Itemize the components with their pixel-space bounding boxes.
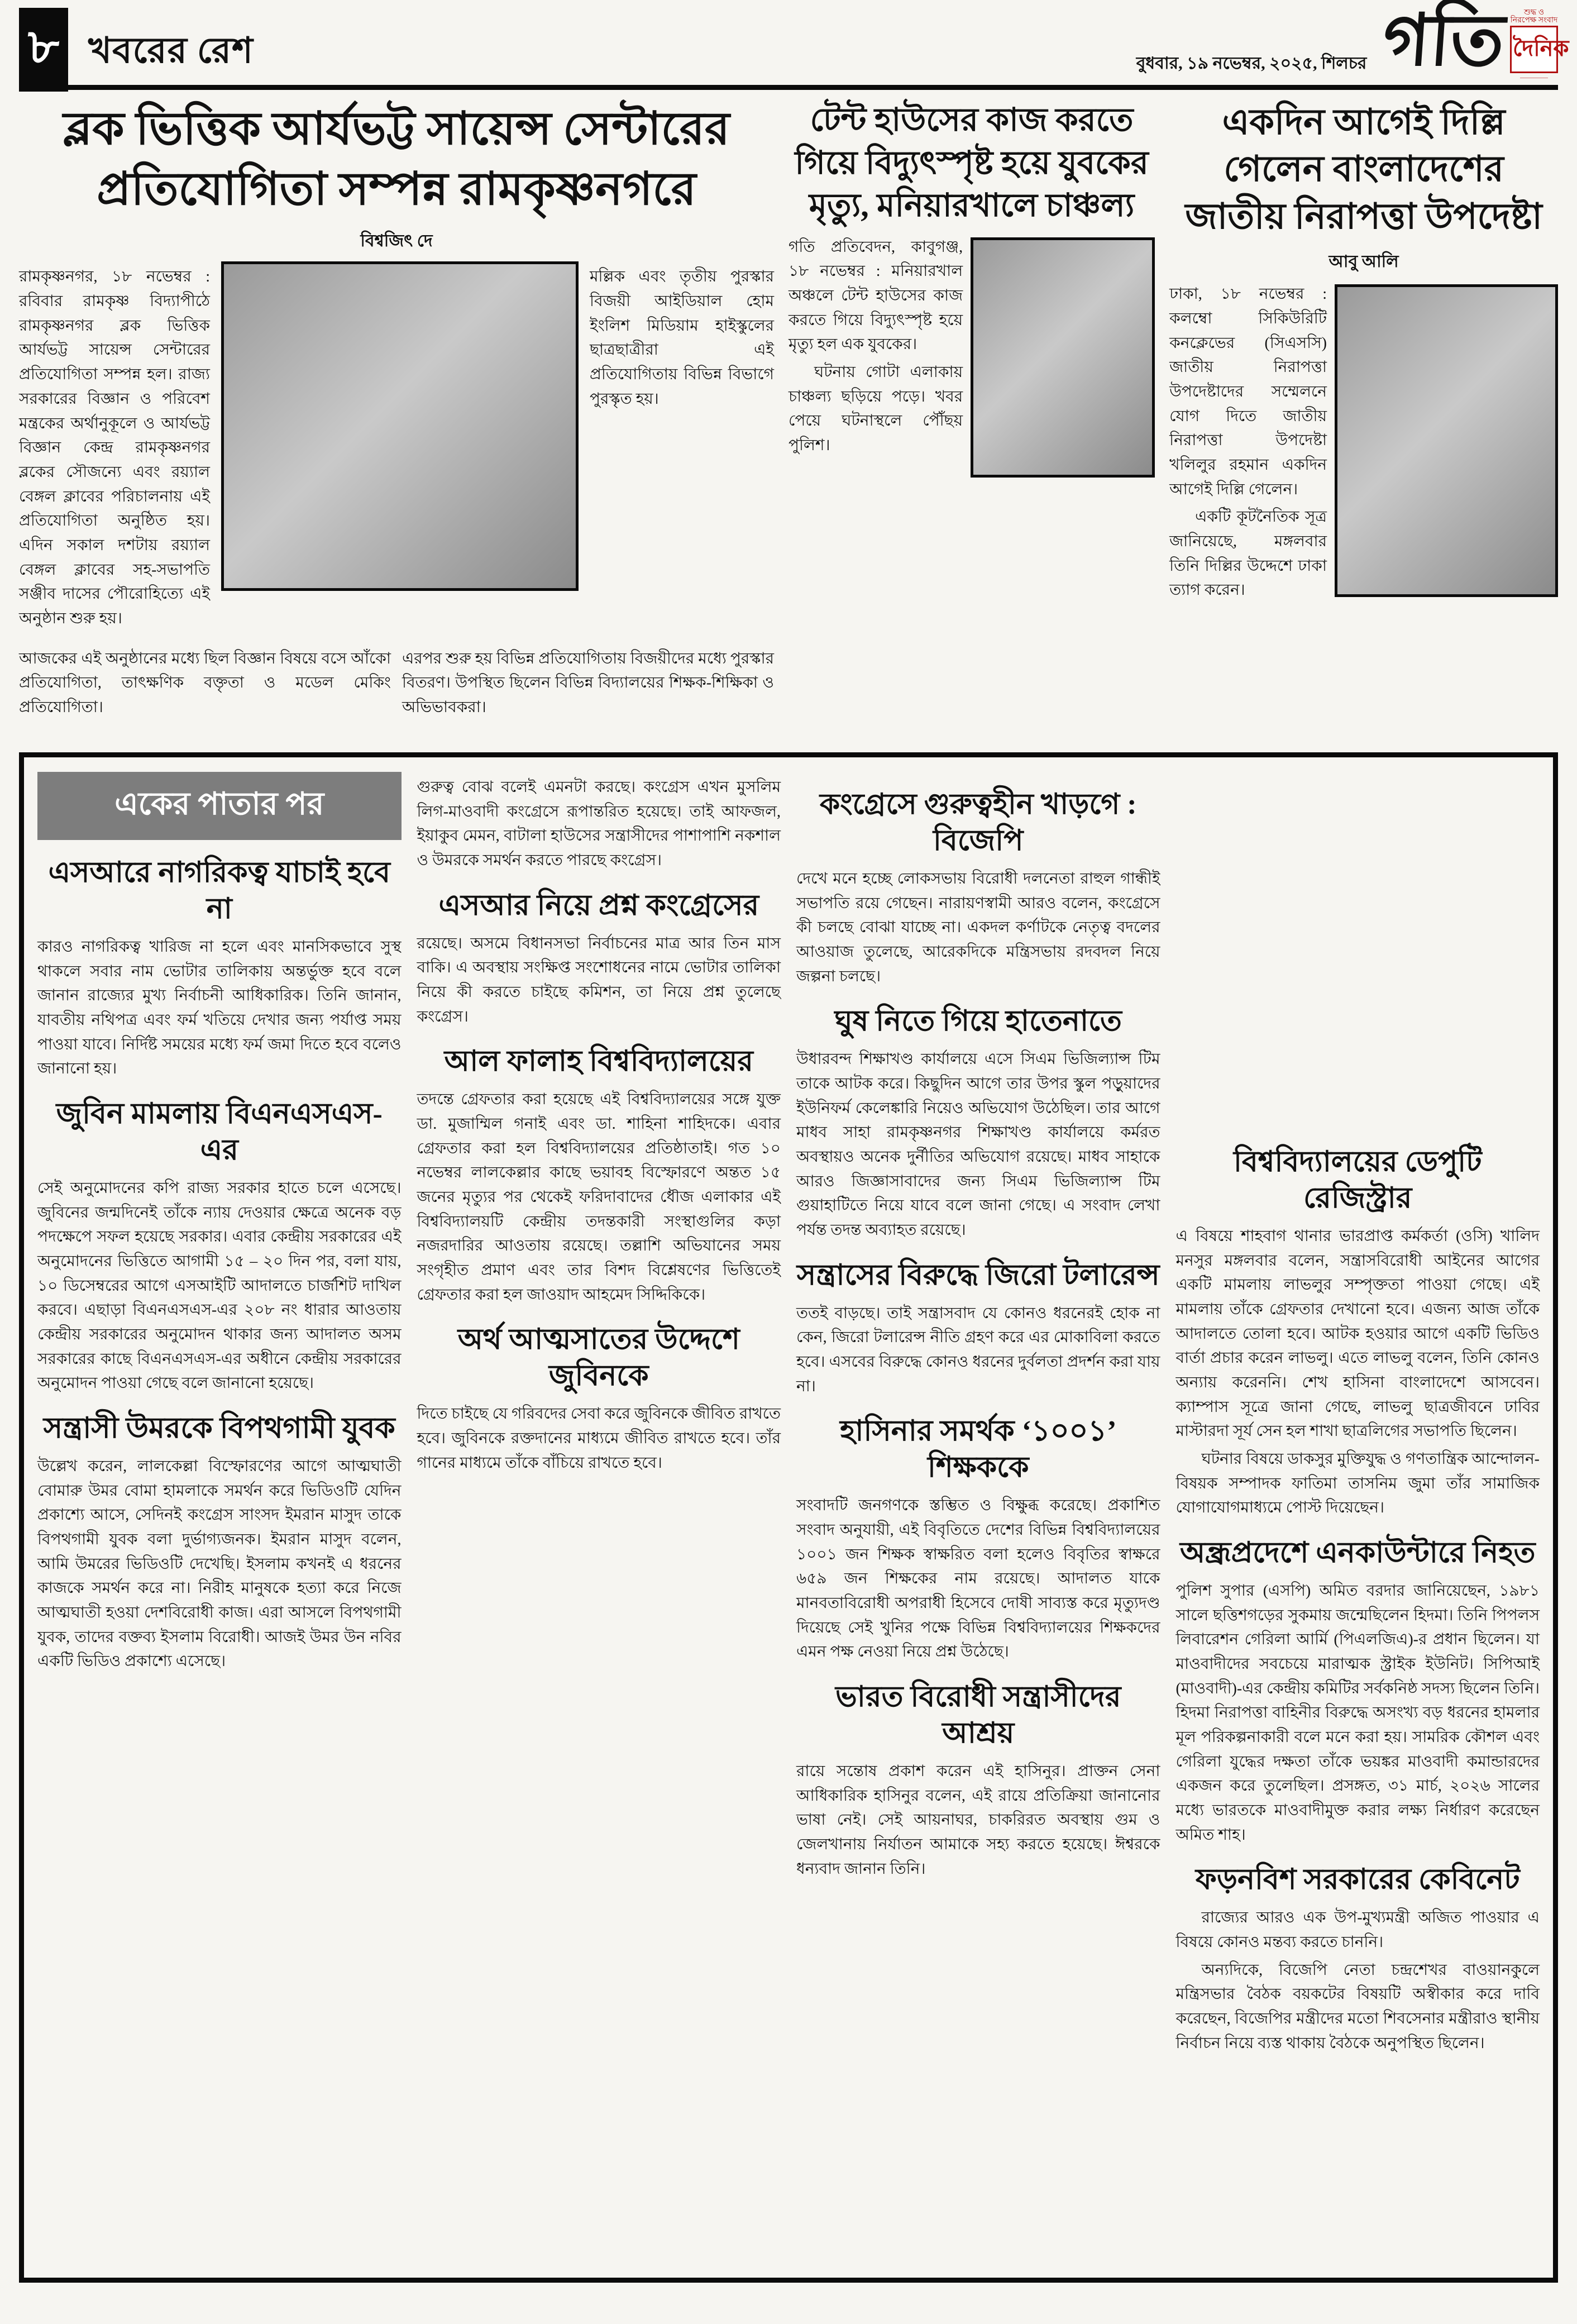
article-paragraph: সেই অনুমোদনের কপি রাজ্য সরকার হাতে চলে এসেছে। জুবিনের জন্মদিনেই তাঁকে ন্যায় দেওয়ার ক্ষেত্রে অনেক বড় পদক্ষেপে সফল হয়েছে সরকার। এবার কেন্দ্রীয় সরকারের এই অনুমোদনের ভিত্তিতে আগামী ১৫ – ২০ দিন পর, বলা যায়, ১০ ডিসেম্বরের আগে এসআইটি আদালতে চার্জশিট দাখিল করবে। এছাড়া বিএনএসএস-এর ২০৮ নং ধারার আওতায় কেন্দ্রীয় সরকারের অনুমোদন থাকার জন্য আদালত অসম সরকারের কাছে বিএনএসএস-এর অধীনে কেন্দ্রীয় সরকারের অনুমোদন পাওয়া গেছে বলে জানানো হয়েছে।: [37, 1180, 402, 1392]
article-paragraph: উল্লেখ করেন, লালকেল্লা বিস্ফোরণের আগে আত্মঘাতী বোমারু উমর বোমা হামলাকে সমর্থন করে ভিডিওটি যেদিন প্রকাশ্যে আসে, সেদিনই কংগ্রেস সাংসদ ইমরান মাসুদ তাকে বিপথগামী যুবক বলা দুর্ভাগ্যজনক। ইমরান মাসুদ বলেন, আমি উমরের ভিডিওটি দেখেছি। ইসলাম কখনই এ ধরনের কাজকে সমর্থন করে না। নিরীহ মানুষকে হত্যা করে নিজে আত্মঘাতী হওয়া দেশবিরোধী কাজ। এরা আসলে বিপথগামী যুবক, তাদের বক্তব্য ইসলাম বিরোধী। আজই উমর উন নবির একটি ভিডিও প্রকাশ্যে এসেছে।: [37, 1458, 402, 1671]
article-paragraph: রামকৃষ্ণনগর, ১৮ নভেম্বর : রবিবার রামকৃষ্ণ বিদ্যাপীঠে রামকৃষ্ণনগর ব্লক ভিত্তিক আর্যভট্ট সায়েন্স সেন্টারের প্রতিযোগিতা সম্পন্ন হল। রাজ্য সরকারের বিজ্ঞান ও পরিবেশ মন্ত্রকের অর্থানুকূলে ও আর্যভট্ট বিজ্ঞান কেন্দ্র রামকৃষ্ণনগর ব্লকের সৌজন্যে এবং রয়্যাল বেঙ্গল ক্লাবের পরিচালনায় এই প্রতিযোগিতা অনুষ্ঠিত হয়। এদিন সকাল দশটায় রয়্যাল বেঙ্গল ক্লাবের সহ-সভাপতি সঞ্জীব দাসের পৌরোহিত্যে এই অনুষ্ঠান শুরু হয়।: [19, 268, 210, 627]
subhead-zero-tolerance-terror: সন্ত্রাসের বিরুদ্ধে জিরো টলারেন্স: [796, 1259, 1160, 1291]
subhead-kharge-bjp: কংগ্রেসে গুরুত্বহীন খাড়গে : বিজেপি: [819, 789, 1137, 857]
article-paragraph: আজকের এই অনুষ্ঠানের মধ্যে ছিল বিজ্ঞান বিষয়ে বসে আঁকো প্রতিযোগিতা, তাৎক্ষণিক বক্তৃতা ও মডেল মেকিং প্রতিযোগিতা।: [19, 650, 391, 716]
subhead-zubeen-embezzlement: অর্থ আত্মসাতের উদ্দেশে জুবিনকে: [457, 1324, 740, 1392]
article-paragraph: দিতে চাইছে যে গরিবদের সেবা করে জুবিনকে জীবিত রাখতে হবে। জুবিনকে রক্তদানের মাধ্যমে জীবিত রাখতে হবে। তাঁর গানের মাধ্যমে তাঁকে বাঁচিয়ে রাখতে হবে।: [417, 1405, 781, 1472]
deceased-youth-photo: [971, 237, 1155, 478]
article-paragraph: ঢাকা, ১৮ নভেম্বর : কলম্বো সিকিউরিটি কনক্লেভের (সিএসসি) জাতীয় নিরাপত্তা উপদেষ্টাদের সম্মেলনে যোগ দিতে জাতীয় নিরাপত্তা উপদেষ্টা খলিলুর রহমান একদিন আগেই দিল্লি গেলেন।: [1169, 285, 1327, 498]
newspaper-logo: [1380, 1, 1569, 82]
page-number: ৮: [28, 20, 59, 74]
article-paragraph: পুলিশ সুপার (এসপি) অমিত বরদার জানিয়েছেন, ১৯৮১ সালে ছত্তিশগড়ের সুকমায় জন্মেছিলেন হিদমা। তিনি পিপলস লিবারেশন গেরিলা আর্মি (পিএলজিএ)-র প্রধান ছিলেন। যা মাওবাদীদের সবচেয়ে মারাত্মক স্ট্রাইক ইউনিট। সিপিআই (মাওবাদী)-এর কেন্দ্রীয় কমিটির সর্বকনিষ্ঠ সদস্য ছিলেন তিনি। হিদমা নিরাপত্তা বাহিনীর বিরুদ্ধে অসংখ্য বড় ধরনের হামলার মূল পরিকল্পনাকারী বলে মনে করা হয়। সামরিক কৌশল এবং গেরিলা যুদ্ধের দক্ষতা তাঁকে ভয়ঙ্কর মাওবাদী কমান্ডারদের একজন করে তুলেছিল। প্রসঙ্গত, ৩১ মার্চ, ২০২৬ সালের মধ্যে ভারতকে মাওবাদীমুক্ত করার লক্ষ্য নির্ধারণ করেছেন অমিত শাহ।: [1175, 1582, 1540, 1844]
logo-wordmark: গতি: [1380, 1, 1508, 80]
subhead-deputy-registrar: বিশ্ববিদ্যালয়ের ডেপুটি রেজিস্ট্রার: [1233, 1146, 1482, 1214]
article-paragraph: রাজ্যের আরও এক উপ-মুখ্যমন্ত্রী অজিত পাওয়ার এ বিষয়ে কোনও মন্তব্য করতে চাননি।: [1175, 1909, 1540, 1951]
article-paragraph: ঘটনায় গোটা এলাকায় চাঞ্চল্য ছড়িয়ে পড়ে। খবর পেয়ে ঘটনাস্থলে পৌঁছয় পুলিশ।: [788, 364, 963, 455]
article-headline: ব্লক ভিত্তিক আর্যভট্ট সায়েন্স সেন্টারের প্রতিযোগিতা সম্পন্ন রামকৃষ্ণনগরে: [63, 103, 730, 215]
subhead-hasina-1001-teachers: হাসিনার সমর্থক ‘১০০১’ শিক্ষককে: [840, 1415, 1117, 1484]
prize-winners-group-photo: [221, 261, 579, 591]
logo-daily-label: দৈনিক: [1510, 26, 1558, 73]
subhead-andhra-encounter: অন্ধ্রপ্রদেশে এনকাউন্টারে নিহত: [1179, 1537, 1536, 1569]
continued-from-page-one-box: [19, 752, 1558, 2283]
article-paragraph: ঘটনার বিষয়ে ডাকসুর মুক্তিযুদ্ধ ও গণতান্ত্রিক আন্দোলন-বিষয়ক সম্পাদক ফাতিমা তাসনিম জুমা তাঁর সামাজিক যোগাযোগমাধ্যমে পোস্ট দিয়েছেন।: [1175, 1450, 1540, 1517]
article-paragraph: সংবাদটি জনগণকে স্তম্ভিত ও বিক্ষুব্ধ করেছে। প্রকাশিত সংবাদ অনুযায়ী, এই বিবৃতিতে দেশের বিভিন্ন বিশ্ববিদ্যালয়ের ১০০১ জন শিক্ষক স্বাক্ষরিত বলা হলেও বিবৃতির স্বাক্ষরে ৬৫৯ জন শিক্ষকের নাম রয়েছে। আদালত যাকে মানবতাবিরোধী অপরাধী হিসেবে দোষী সাব্যস্ত করে মৃত্যুদণ্ড দিয়েছে সেই খুনির পক্ষে বিভিন্ন বিশ্ববিদ্যালয়ের শিক্ষকদের এমন পক্ষ নেওয়া নিয়ে প্রশ্ন উঠেছে।: [796, 1497, 1160, 1661]
subhead-anti-india-terrorists-shelter: ভারত বিরোধী সন্ত্রাসীদের আশ্রয়: [835, 1681, 1121, 1750]
top-articles: [19, 96, 1558, 738]
article-paragraph: এরপর শুরু হয় বিভিন্ন প্রতিযোগিতায় বিজয়ীদের মধ্যে পুরস্কার বিতরণ। উপস্থিত ছিলেন বিভিন্ন বিদ্যালয়ের শিক্ষক-শিক্ষিকা ও অভিভাবকরা।: [402, 650, 774, 716]
article-paragraph: কারও নাগরিকত্ব খারিজ না হলে এবং মানসিকভাবে সুস্থ থাকলে সবার নাম ভোটার তালিকায় অন্তর্ভুক্ত হবে বলে জানান রাজ্যের মুখ্য নির্বাচনী আধিকারিক। তিনি জানান, যাবতীয় নথিপত্র এবং ফর্ম খতিয়ে দেখার জন্য পর্যাপ্ত সময় পাওয়া যাবে। নির্দিষ্ট সময়ের মধ্যে ফর্ম জমা দিতে হবে বলেও জানানো হয়।: [37, 938, 402, 1078]
article-headline: টেন্ট হাউসের কাজ করতে গিয়ে বিদ্যুৎস্পৃষ্ট হয়ে যুবকের মৃত্যু, মনিয়ারখালে চাঞ্চল্য: [795, 102, 1149, 224]
article-tent-house-electrocution: [788, 96, 1155, 738]
article-paragraph: গুরুত্ব বোঝ বলেই এমনটা করছে। কংগ্রেস এখন মুসলিম লিগ-মাওবাদী কংগ্রেসে রূপান্তরিত হয়েছে। তাই আফজল, ইয়াকুব মেমন, বাটালা হাউসের সন্ত্রাসীদের পাশাপাশি নকশাল ও উমরকে সমর্থন করতে পারছে কংগ্রেস।: [417, 779, 781, 870]
subhead-al-falah-university: আল ফালাহ বিশ্ববিদ্যালয়ের: [444, 1046, 753, 1078]
subhead-zubeen-bnss: জুবিন মামলায় বিএনএসএস-এর: [56, 1098, 383, 1167]
page-number-box: [19, 8, 68, 92]
article-paragraph: মল্লিক এবং তৃতীয় পুরস্কার বিজয়ী আইডিয়াল হোম ইংলিশ মিডিয়াম হাইস্কুলের ছাত্রছাত্রীরা এই প্রতিযোগিতায় বিভিন্ন বিভাগে পুরস্কৃত হয়।: [590, 268, 774, 408]
subhead-fadnavis-cabinet: ফড়নবিশ সরকারের কেবিনেট: [1195, 1864, 1520, 1896]
subhead-bribe-red-handed: ঘুষ নিতে গিয়ে হাতেনাতে: [834, 1005, 1122, 1038]
continued-column-4: [1176, 772, 1540, 2263]
continued-column-1: [37, 772, 402, 2263]
subhead-sir-citizenship: এসআরে নাগরিকত্ব যাচাই হবে না: [48, 857, 390, 925]
article-bangladesh-nsa-delhi: [1169, 96, 1558, 738]
column-continuation-space: [1176, 772, 1540, 1129]
article-aryabhatta-science-centre: [19, 96, 774, 738]
article-paragraph: এ বিষয়ে শাহবাগ থানার ভারপ্রাপ্ত কর্মকর্তা (ওসি) খালিদ মনসুর মঙ্গলবার বলেন, সন্ত্রাসবিরোধী আইনের আগের একটি মামলায় লাভলুর সম্পৃক্ততা পাওয়া গেছে। এই মামলায় তাঁকে গ্রেফতার দেখানো হবে। এজন্য আজ তাঁকে আদালতে তোলা হবে। আটক হওয়ার আগে একটি ভিডিও বার্তা প্রচার করেন লাভলু। এতে লাভলু বলেন, তিনি কোনও অন্যায় করেননি। শেখ হাসিনা বাংলাদেশে আসবেন। ক্যাম্পাস সূত্রে জানা গেছে, লাভলু ছাত্রজীবনে ঢাবির মাস্টারদা সূর্য সেন হল শাখা ছাত্রলিগের সভাপতি ছিলেন।: [1175, 1228, 1540, 1440]
article-paragraph: উধারবন্দ শিক্ষাখণ্ড কার্যালয়ে এসে সিএম ভিজিল্যান্স টিম তাকে আটক করে। কিছুদিন আগে তার উপর স্কুল পড়ুয়াদের ইউনিফর্ম কেলেঙ্কারি নিয়েও অভিযোগ উঠেছিল। তার আগে মাধব সাহা রামকৃষ্ণনগর শিক্ষাখণ্ড কার্যালয়ে কর্মরত অবস্থায়ও অনেক দুর্নীতির অভিযোগ রয়েছে। মাধব সাহাকে আরও জিজ্ঞাসাবাদের জন্য সিএম ভিজিল্যান্স টিম গুয়াহাটিতে নিয়ে যাবে বলে জানা গেছে। এ সংবাদ লেখা পর্যন্ত তদন্ত অব্যাহত রয়েছে।: [796, 1051, 1160, 1239]
logo-tagline: শুদ্ধ ও নিরপেক্ষ সংবাদ: [1510, 8, 1558, 25]
article-paragraph: রয়েছে। অসমে বিধানসভা নির্বাচনের মাত্র আর তিন মাস বাকি। এ অবস্থায় সংক্ষিপ্ত সংশোধনের নামে ভোটার তালিকা নিয়ে কী করতে চাইছে কমিশন, তা নিয়ে প্রশ্ন তুলেছে কংগ্রেস।: [417, 934, 781, 1025]
continued-column-3: [796, 772, 1160, 2263]
article-paragraph: ততই বাড়ছে। তাই সন্ত্রাসবাদ যে কোনও ধরনেরই হোক না কেন, জিরো টলারেন্স নীতি গ্রহণ করে এর মোকাবিলা করতে হবে। এসবের বিরুদ্ধে কোনও ধরনের দুর্বলতা প্রদর্শন করা যায় না।: [796, 1304, 1160, 1395]
article-paragraph: তদন্তে গ্রেফতার করা হয়েছে এই বিশ্ববিদ্যালয়ের সঙ্গে যুক্ত ডা. মুজাম্মিল গনাই এবং ডা. শাহিনা শাহিদকে। এবার গ্রেফতার করা হল বিশ্ববিদ্যালয়ের প্রতিষ্ঠাতাই। গত ১০ নভেম্বর লালকেল্লার কাছে ভয়াবহ বিস্ফোরণে অন্তত ১৫ জনের মৃত্যুর পর থেকেই ফরিদাবাদের ধৌজ এলাকার এই বিশ্ববিদ্যালয়টি কেন্দ্রীয় তদন্তকারী সংস্থাগুলির কড়া নজরদারির আওতায় রয়েছে। তল্লাশি অভিযানের সময় সংগৃহীত প্রমাণ এবং তার বিশদ বিশ্লেষণের ভিত্তিতেই গ্রেফতার করা হল জাওয়াদ আহমেদ সিদ্দিকিকে।: [417, 1091, 781, 1304]
logo-daily-badge: [1510, 8, 1569, 82]
section-title: খবরের রেশ: [88, 31, 254, 70]
subhead-umar-misguided-youth: সন্ত্রাসী উমরকে বিপথগামী যুবক: [43, 1412, 395, 1445]
date-line: বুধবার, ১৯ নভেম্বর, ২০২৫, শিলচর: [1136, 54, 1367, 73]
article-paragraph: দেখে মনে হচ্ছে লোকসভায় বিরোধী দলনেতা রাহুল গান্ধীই সভাপতি রয়ে গেছেন। নারায়ণস্বামী আরও বলেন, কংগ্রেসে কী চলছে বোঝা যাচ্ছে না। একদল কর্ণাটকে নেতৃত্ব বদলের আওয়াজ তুলেছে, আরেকদিকে মন্ত্রিসভায় রদবদল নিয়ে জল্পনা চলছে।: [796, 870, 1160, 985]
continued-column-2: [417, 772, 781, 2263]
article-headline: একদিন আগেই দিল্লি গেলেন বাংলাদেশের জাতীয় নিরাপত্তা উপদেষ্টা: [1185, 102, 1542, 236]
article-byline: বিশ্বজিৎ দে: [360, 232, 433, 251]
continued-section-label: একের পাতার পর: [37, 772, 402, 840]
article-paragraph: রায়ে সন্তোষ প্রকাশ করেন এই হাসিনুর। প্রাক্তন সেনা আধিকারিক হাসিনুর বলেন, এই রায়ে প্রতিক্রিয়া জানানোর ভাষা নেই। সেই আয়নাঘর, চাকরিরত অবস্থায় গুম ও জেলখানায় নির্যাতন আমাকে সহ্য করতে হয়েছে। ঈশ্বরকে ধন্যবাদ জানান তিনি।: [796, 1763, 1160, 1878]
article-byline: আবু আলি: [1328, 252, 1399, 271]
page-header: [19, 1, 1569, 82]
logo-fine-print: —————: [1520, 75, 1548, 81]
article-paragraph: অন্যদিকে, বিজেপি নেতা চন্দ্রশেখর বাওয়ানকুলে মন্ত্রিসভার বৈঠক বয়কটের বিষয়টি অস্বীকার করে দাবি করেছেন, বিজেপির মন্ত্রীদের মতো শিবসেনার মন্ত্রীরাও স্থানীয় নির্বাচন নিয়ে ব্যস্ত থাকায় বৈঠকে অনুপস্থিত ছিলেন।: [1175, 1961, 1540, 2052]
nsa-portrait-photo: [1335, 284, 1558, 597]
article-paragraph: গতি প্রতিবেদন, কাবুগঞ্জ, ১৮ নভেম্বর : মনিয়ারখাল অঞ্চলে টেন্ট হাউসের কাজ করতে গিয়ে বিদ্যুৎস্পৃষ্ট হয়ে মৃত্যু হল এক যুবকের।: [788, 238, 963, 354]
subhead-sir-congress-question: এসআর নিয়ে প্রশ্ন কংগ্রেসের: [438, 889, 759, 922]
header-rule: [19, 85, 1558, 90]
article-paragraph: একটি কূটনৈতিক সূত্র জানিয়েছে, মঙ্গলবার তিনি দিল্লির উদ্দেশে ঢাকা ত্যাগ করেন।: [1169, 508, 1327, 599]
